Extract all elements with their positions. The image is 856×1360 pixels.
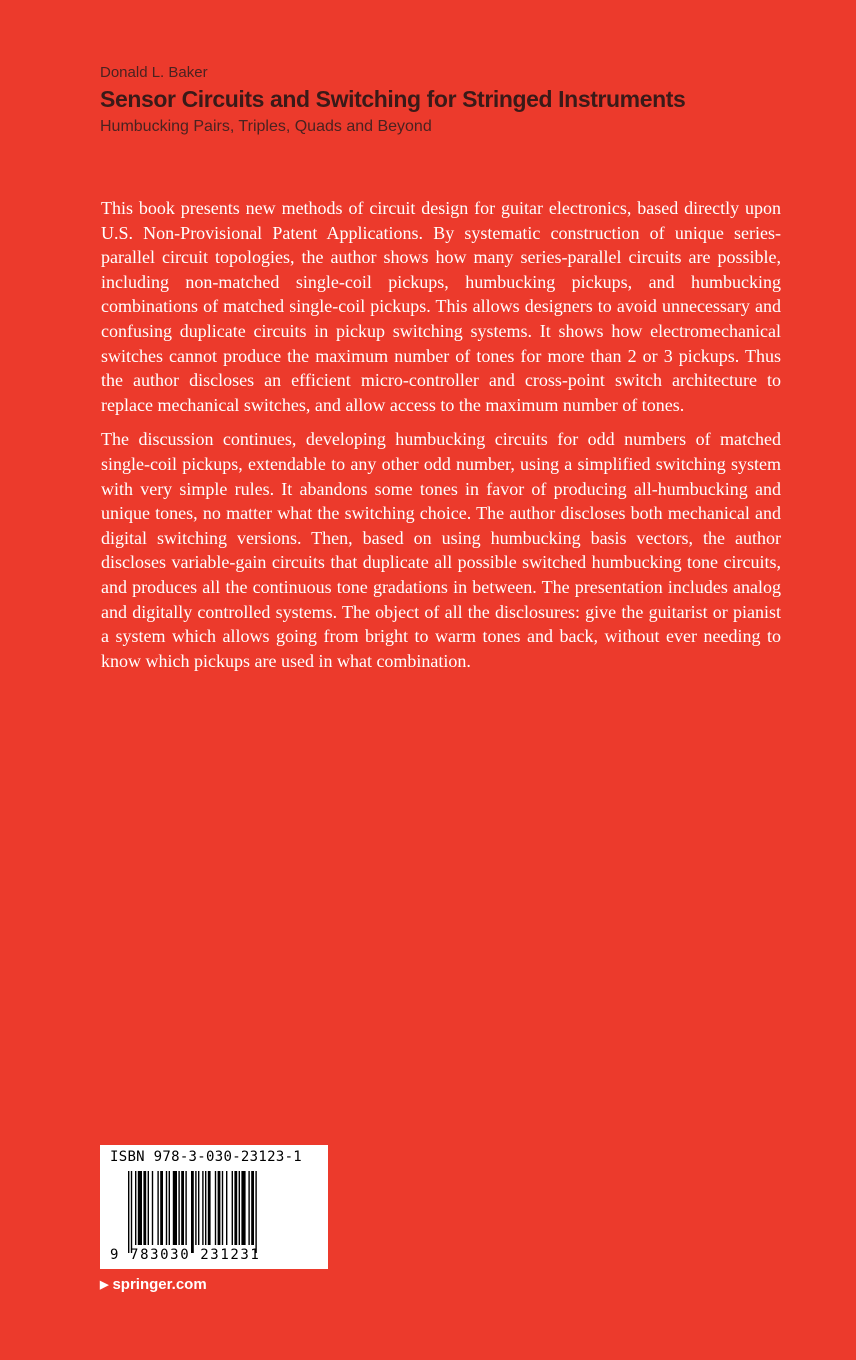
isbn-barcode [100,1145,328,1269]
book-header [100,64,800,136]
description-paragraph-1: This book presents new methods of circuit design for guitar electronics, based directly upon U.S. Non-Provisional Patent Applications. By systematic construction of unique series-parallel circuit topologies, the author shows how many series-parallel circuits are possible, including non-matched single-coil pickups, humbucking pickups, and humbucking combinations of matched single-coil pickups. This allows designers to avoid unnecessary and confusing duplicate circuits in pickup switching systems. It shows how electromechanical switches cannot produce the maximum number of tones for more than 2 or 3 pickups. Thus the author discloses an efficient micro-controller and cross-point switch architecture to replace mechanical switches, and allow access to the maximum number of tones. [101,198,781,415]
triangle-right-icon: ▶ [100,1279,109,1291]
publisher-link[interactable] [100,1276,207,1293]
description-paragraph-2: The discussion continues, developing humbucking circuits for odd numbers of matched single-coil pickups, extendable to any other odd number, using a simplified switching system with very simple rules. It abandons some tones in favor of producing all-humbucking and unique tones, no matter what the switching choice. The author discloses both mechanical and digital switching versions. Then, based on using humbucking basis vectors, the author discloses variable-gain circuits that duplicate all possible switched humbucking tone circuits, and produces all the continuous tone gradations in between. The presentation includes analog and digitally controlled systems. The object of all the disclosures: give the guitarist or pianist a system which allows going from bright to warm tones and back, without ever needing to know which pickups are used in what combination. [101,429,781,671]
isbn-label: ISBN 978-3-030-23123-1 [110,1149,303,1165]
publisher-url: springer.com [112,1276,207,1293]
book-title: Sensor Circuits and Switching for Stringed Instruments [100,86,686,112]
book-subtitle: Humbucking Pairs, Triples, Quads and Beyond [100,118,432,135]
author-name: Donald L. Baker [100,64,208,81]
book-description [101,196,781,683]
barcode-digits: 9 783030 231231 [110,1247,261,1263]
